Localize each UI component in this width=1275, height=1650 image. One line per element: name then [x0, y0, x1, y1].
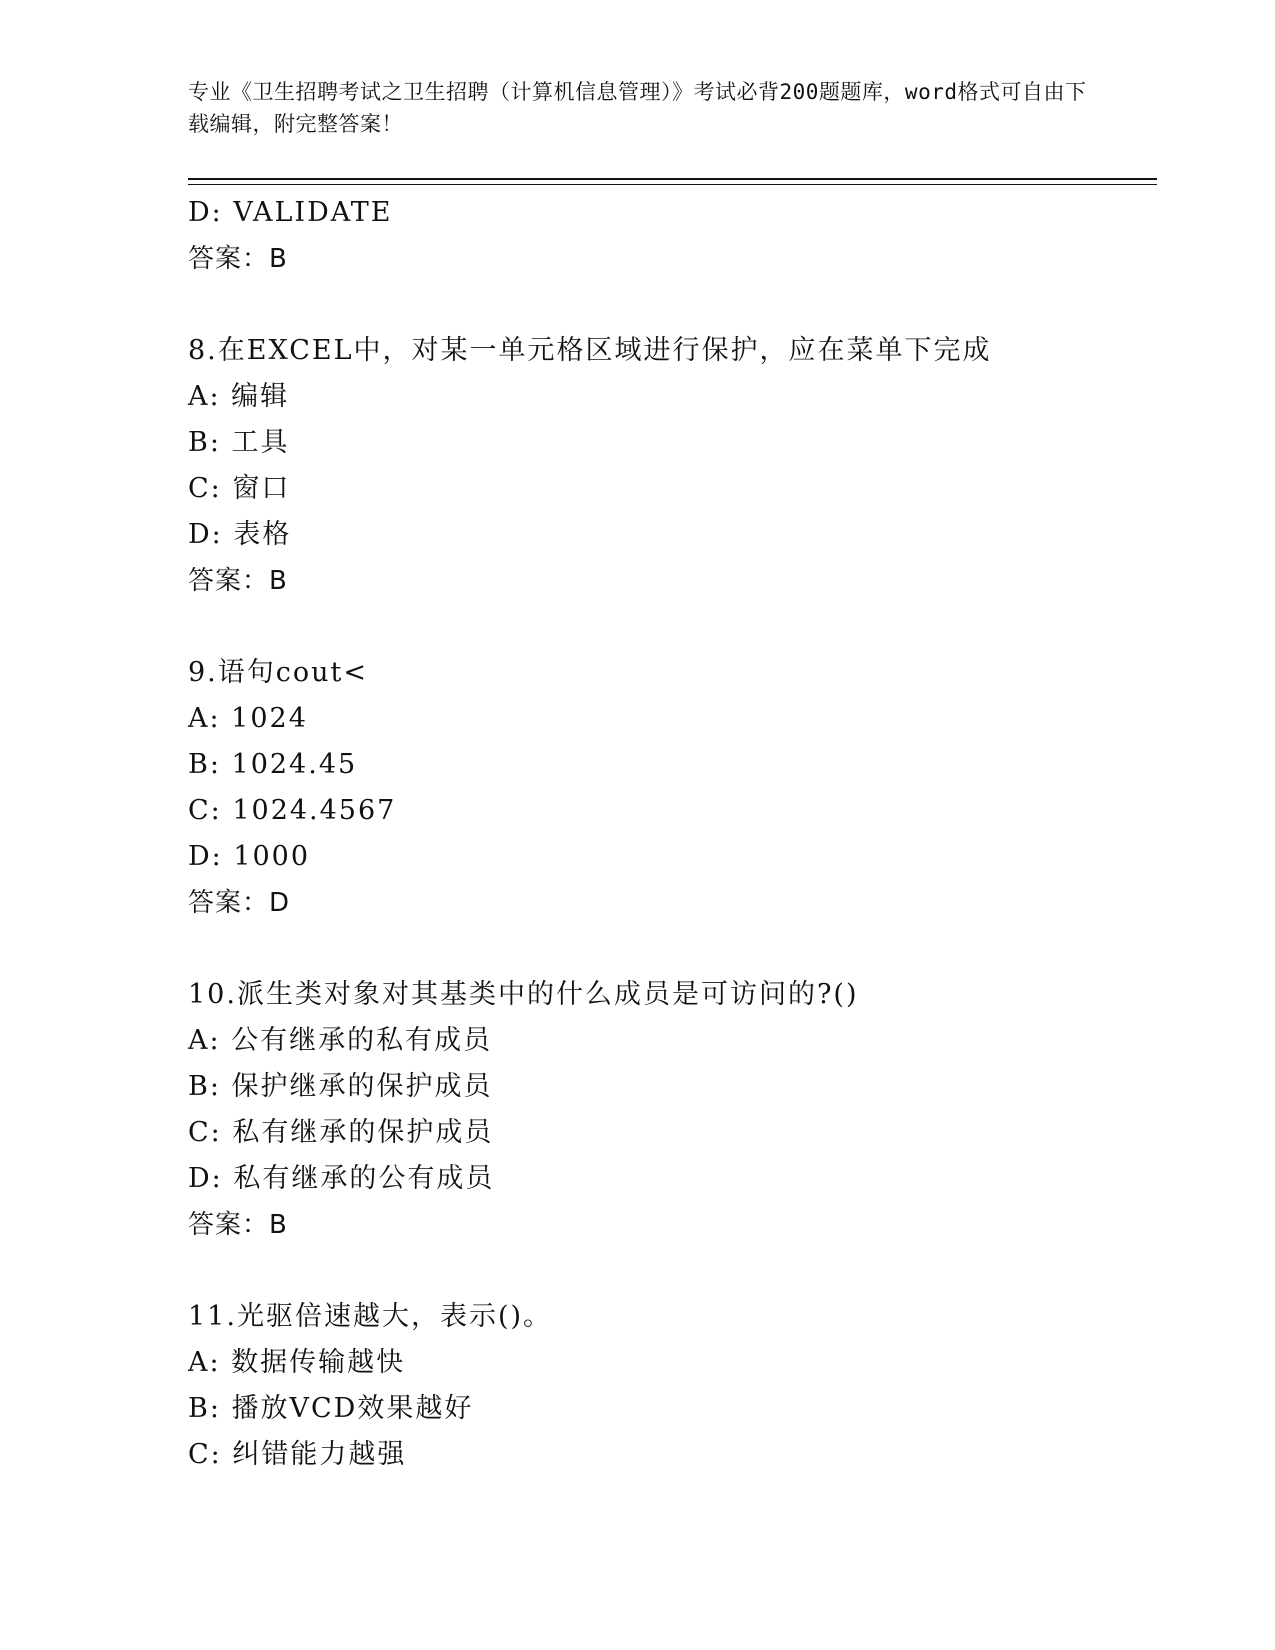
option-b: B: 播放VCD效果越好	[188, 1393, 474, 1424]
answer-line: 答案：B	[188, 1210, 288, 1240]
question-stem: 11.光驱倍速越大，表示()。	[188, 1301, 553, 1332]
option-a: A: 数据传输越快	[188, 1347, 406, 1378]
option-a: A: 编辑	[188, 381, 290, 412]
spacer	[188, 282, 1148, 328]
spacer	[188, 604, 1148, 650]
option-a: A: 公有继承的私有成员	[188, 1025, 493, 1056]
option-d: D: 表格	[188, 519, 292, 550]
option-b: B: 工具	[188, 427, 290, 458]
answer-line: 答案：B	[188, 566, 288, 596]
question-stem: 8.在EXCEL中，对某一单元格区域进行保护，应在菜单下完成	[188, 335, 992, 366]
question-content	[188, 190, 1148, 1478]
option-c: C: 纠错能力越强	[188, 1439, 407, 1470]
option-c: C: 私有继承的保护成员	[188, 1117, 494, 1148]
spacer	[188, 1248, 1148, 1294]
question-stem: 10.派生类对象对其基类中的什么成员是可访问的?()	[188, 979, 859, 1010]
option-d: D: VALIDATE	[188, 197, 393, 228]
option-d: D: 私有继承的公有成员	[188, 1163, 495, 1194]
spacer	[188, 926, 1148, 972]
option-c: C: 窗口	[188, 473, 291, 504]
option-d: D: 1000	[188, 841, 311, 872]
header-divider-thin	[188, 184, 1157, 185]
option-b: B: 1024.45	[188, 749, 358, 780]
question-stem: 9.语句cout<	[188, 657, 368, 688]
option-c: C: 1024.4567	[188, 795, 397, 826]
answer-line: 答案：B	[188, 244, 288, 274]
answer-line: 答案：D	[188, 888, 291, 918]
option-b: B: 保护继承的保护成员	[188, 1071, 493, 1102]
document-header: 专业《卫生招聘考试之卫生招聘（计算机信息管理）》考试必背200题题库，word格式可自由下载编辑，附完整答案！	[188, 80, 1087, 136]
option-a: A: 1024	[188, 703, 308, 734]
header-divider	[188, 178, 1157, 180]
